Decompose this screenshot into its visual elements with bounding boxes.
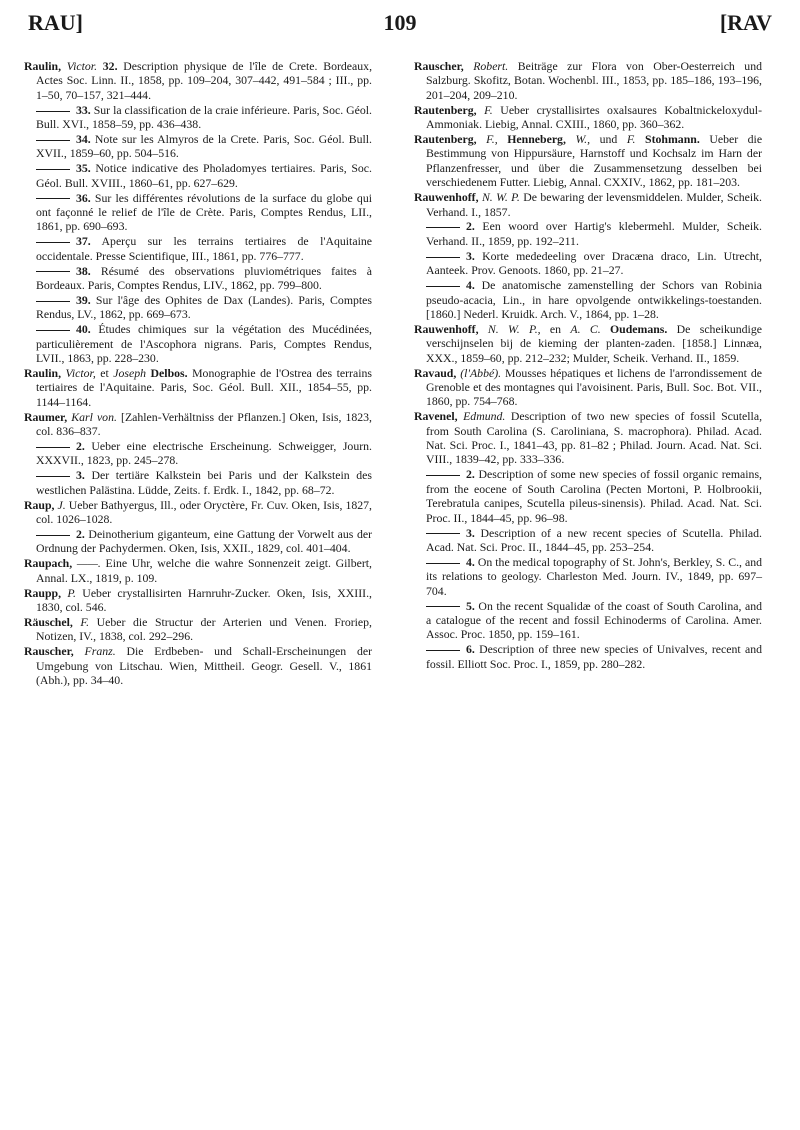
author-given-name: P.	[67, 585, 76, 600]
author-name: Ravenel,	[414, 409, 458, 424]
author-name: Rautenberg,	[414, 132, 477, 147]
bibliography-entry	[414, 322, 762, 365]
author-name: Rautenberg,	[414, 102, 477, 117]
entry-text: Notice indicative des Pholadomyes tertiaires. Paris, Soc. Géol. Bull. XVIII., 1860–61, pp. 627–629.	[36, 161, 372, 190]
bibliography-entry	[24, 59, 372, 102]
entry-number: 39.	[76, 293, 91, 307]
author-given-name: Franz.	[84, 644, 116, 659]
bibliography-subentry	[414, 555, 762, 598]
entry-text: De anatomische zamenstelling der Schors van Robinia pseudo-acacia, Lin., in hare opvolgende ontwikkelings-toestanden. [1860.] Nederl. Kruidk. Arch. V., 1864, pp. 1–28.	[426, 278, 762, 321]
entry-text: Sur l'âge des Ophites de Dax (Landes). Paris, Comptes Rendus, LV., 1862, pp. 669–673.	[36, 293, 372, 322]
author-given-name: F.	[80, 614, 90, 629]
author-given-name: ——.	[76, 556, 101, 571]
ditto-dash	[36, 242, 70, 243]
coauthor-given-name: W.,	[575, 132, 591, 147]
entry-text: Eine Uhr, welche die wahre Sonnenzeit zeigt. Gilbert, Annal. LX., 1819, p. 109.	[36, 556, 372, 585]
entry-number: 34.	[76, 132, 91, 147]
bibliography-subentry	[24, 468, 372, 497]
coauthor-name: Henneberg,	[507, 132, 566, 147]
bibliography-subentry	[24, 234, 372, 263]
author-given-name: J.	[57, 497, 66, 512]
author-given-name: F.	[484, 102, 493, 117]
author-name: Rauscher,	[24, 644, 74, 659]
coauthor-given-name: Joseph	[113, 366, 147, 381]
bibliography-subentry	[414, 467, 762, 525]
author-name: Raupp,	[24, 585, 62, 600]
entry-text: De bewaring der levensmiddelen. Mulder, Scheik. Verhand. I., 1857.	[426, 190, 762, 219]
entry-number: 4.	[466, 278, 475, 293]
bibliography-entry	[24, 410, 372, 439]
bibliography-subentry	[414, 249, 762, 278]
ditto-dash	[36, 301, 70, 302]
entry-text: Aperçu sur les terrains tertiaires de l'Aquitaine occidentale. Presse Scientifique, III., 1861, pp. 776–777.	[36, 234, 372, 263]
header-right-range: [RAV	[719, 10, 772, 35]
entry-number: 33.	[76, 102, 91, 117]
entry-text: Ueber crystallisirtes oxalsaures Kobaltnickeloxydul-Ammoniak. Liebig, Annal. CXIII., 1860, pp. 360–362.	[426, 102, 763, 132]
entry-text: Een woord over Hartig's klebermehl. Mulder, Scheik. Verhand. II., 1859, pp. 192–211.	[426, 219, 762, 248]
ditto-dash	[426, 257, 460, 258]
bibliography-entry	[24, 644, 372, 687]
entry-number: 32.	[102, 59, 118, 73]
bibliography-subentry	[24, 439, 372, 468]
entry-text: Ueber Bathyergus, Ill., oder Oryctère, Fr. Cuv. Oken, Isis, 1827, col. 1026–1028.	[36, 497, 372, 527]
coauthor-name: Oudemans.	[609, 321, 668, 336]
bibliography-entry	[414, 103, 762, 132]
bibliography-subentry	[414, 599, 762, 642]
bibliography-subentry	[24, 264, 372, 293]
entry-text: Die Erdbeben- und Schall-Erscheinungen der Umgebung von Litschau. Wien, Mittheil. Geogr. Gesell. V., 1861 (Abh.), pp. 34–40.	[36, 644, 373, 688]
entry-number: 2.	[466, 467, 475, 482]
entry-number: 3.	[466, 248, 475, 263]
entry-text: On the recent Squalidæ of the coast of South Carolina, and a catalogue of the recent and fossil Echinoderms of Carolina. Amer. Assoc. Proc. 1850, pp. 159–161.	[426, 598, 762, 642]
bibliography-entry	[414, 132, 762, 190]
coauthor-given-name: A. C.	[570, 321, 601, 336]
author-given-name: Robert.	[473, 59, 509, 73]
ditto-dash	[36, 476, 70, 477]
bibliography-subentry	[24, 103, 372, 132]
bibliography-entry	[24, 615, 372, 644]
author-name: Rauwenhoff,	[414, 321, 479, 336]
entry-text: De scheikundige verschijnselen bij de kieming der planten-zaden. [1858.] Linnæa, XXX., 1859–60, pp. 212–232; Mulder, Scheik. Verhand. II., 1859.	[426, 321, 762, 365]
entry-text: Description of some new species of fossil organic remains, from the eocene of South Carolina (Pecten Mortoni, P. Holbrookii, Terebratula canipes, Scutella pileus-sinensis). Philad. Acad. Nat. Sci. Proc. II., 1844–45, pp. 96–98.	[426, 467, 762, 525]
entry-number: 37.	[76, 234, 91, 249]
ditto-dash	[426, 286, 460, 287]
entry-text: Description of a new recent species of Scutella. Philad. Acad. Nat. Sci. Proc. II., 1844–45, pp. 253–254.	[426, 525, 762, 554]
entry-text: Note sur les Almyros de la Crete. Paris, Soc. Géol. Bull. XVII., 1859–60, pp. 504–516.	[36, 132, 372, 161]
author-name: Raulin,	[24, 366, 62, 381]
author-name: Raumer,	[24, 409, 68, 424]
left-column	[24, 59, 372, 688]
author-name: Rauscher,	[414, 59, 464, 73]
ditto-dash	[426, 606, 460, 607]
entry-text: Études chimiques sur la végétation des Mucédinées, particulièrement de l'Ascophora nigrans. Paris, Comptes Rendus, LVII., 1863, pp. 228–230.	[36, 322, 372, 366]
author-name: Räuschel,	[24, 614, 73, 629]
entry-text: Monographie de l'Ostrea des terrains tertiaires de l'Aquitaine. Paris, Soc. Géol. Bull. XII., 1854–55, pp. 1144–1164.	[36, 366, 372, 409]
entry-text: Beiträge zur Flora von Ober-Oesterreich und Salzburg. Skofitz, Botan. Wochenbl. III., 1853, pp. 185–186, 193–196, 201–204, 209–210.	[426, 59, 762, 102]
bibliography-entry	[24, 586, 372, 615]
coauthor2-given-name: F.	[626, 132, 636, 147]
bibliography-subentry	[414, 278, 762, 321]
entry-text: Description physique de l'île de Crete. Bordeaux, Actes Soc. Linn. II., 1858, pp. 109–204, 307–442, 491–584 ; III., pp. 1–50, 70–157, 321–444.	[36, 59, 373, 102]
author-name: Rauwenhoff,	[414, 190, 479, 205]
coauthor2-name: Stohmann.	[645, 132, 700, 147]
ditto-dash	[426, 533, 460, 534]
bibliography-subentry	[24, 322, 372, 365]
ditto-dash	[426, 563, 460, 564]
entry-text: Ueber die Structur der Arterien und Venen. Froriep, Notizen, IV., 1838, col. 292–296.	[36, 614, 373, 644]
entry-number: 2.	[76, 527, 85, 541]
entry-text: Ueber eine electrische Erscheinung. Schweigger, Journ. XXXVII., 1823, pp. 245–278.	[36, 439, 372, 468]
author-given-name: F.,	[486, 132, 498, 147]
ditto-dash	[36, 535, 70, 536]
entry-number: 38.	[76, 263, 91, 278]
bibliography-subentry	[24, 293, 372, 322]
bibliography-subentry	[414, 219, 762, 248]
author-name: Raupach,	[24, 556, 73, 571]
author-given-name: Victor,	[65, 366, 96, 381]
entry-text: Deinotherium giganteum, eine Gattung der Vorwelt aus der Ordnung der Pachydermen. Oken, Isis, XXII., 1829, col. 401–404.	[36, 527, 373, 556]
author-given-name: Victor.	[66, 59, 98, 73]
bibliography-subentry	[414, 526, 762, 555]
entry-number: 35.	[76, 161, 91, 176]
entry-number: 6.	[466, 642, 475, 657]
ditto-dash	[36, 198, 70, 199]
entry-text: Description of two new species of fossil Scutella, from South Carolina (S. Caroliniana, S. macrophora). Philad. Acad. Nat. Sci. Proc. I., 1841–43, pp. 81–82 ; Philad. Journ. Acad. Nat. Sci. VIII., 1839–42, pp. 333–336.	[426, 409, 763, 467]
ditto-dash	[426, 650, 460, 651]
entry-text: Sur la classification de la craie inférieure. Paris, Soc. Géol. Bull. XVI., 1858–59, pp. 436–438.	[36, 102, 372, 132]
entry-number: 4.	[466, 554, 475, 569]
conjunction: und	[599, 132, 618, 147]
entry-text: Mousses hépatiques et lichens de l'arrondissement de Grenoble et des montagnes qui l'avoisinent. Paris, Bull. Soc. Bot. VII., 1860, pp. 754–768.	[426, 365, 763, 409]
author-name: Raulin,	[24, 59, 62, 73]
entry-text: Der tertiäre Kalkstein bei Paris und der Kalkstein des westlichen Palästina. Lüdde, Zeits. f. Erdk. I., 1842, pp. 68–72.	[36, 468, 372, 497]
author-name: Ravaud,	[414, 365, 457, 380]
author-given-name: Edmund.	[463, 409, 506, 424]
ditto-dash	[426, 227, 460, 228]
ditto-dash	[36, 169, 70, 170]
bibliography-entry	[24, 498, 372, 527]
ditto-dash	[36, 140, 70, 141]
bibliography-subentry	[24, 161, 372, 190]
ditto-dash	[36, 271, 70, 272]
header-left-range: RAU]	[28, 10, 83, 35]
entry-number: 3.	[76, 468, 85, 483]
bibliography-subentry	[414, 642, 762, 671]
entry-text: Sur les différentes révolutions de la surface du globe qui ont façonné le relief de l'île de Crète. Paris, Comptes Rendus, LII., 1861, pp. 690–693.	[36, 190, 372, 234]
coauthor-name: Delbos.	[150, 366, 188, 381]
entry-number: 5.	[466, 598, 475, 613]
bibliography-entry	[24, 556, 372, 585]
entry-text: Description of three new species of Univalves, recent and fossil. Elliott Soc. Proc. I., 1859, pp. 280–282.	[426, 642, 762, 671]
conjunction: et	[100, 366, 109, 381]
bibliography-entry	[24, 366, 372, 409]
page-header	[24, 10, 776, 40]
entry-text: Résumé des observations pluviométriques faites à Bordeaux. Paris, Comptes Rendus, LIV., 1862, pp. 799–800.	[36, 263, 372, 293]
right-column	[414, 59, 762, 672]
bibliography-entry	[414, 59, 762, 102]
ditto-dash	[36, 330, 70, 331]
ditto-dash	[426, 475, 460, 476]
bibliography-subentry	[24, 132, 372, 161]
ditto-dash	[36, 111, 70, 112]
entry-text: On the medical topography of St. John's, Berkley, S. C., and its relations to geology. Charleston Med. Journ. IV., 1849, pp. 697–704.	[426, 554, 763, 598]
bibliography-entry	[414, 409, 762, 467]
entry-text: Ueber crystallisirten Harnruhr-Zucker. Oken, Isis, XXIII., 1830, col. 546.	[36, 585, 372, 615]
author-given-name: Karl von.	[71, 409, 117, 424]
bibliography-subentry	[24, 527, 372, 556]
bibliography-subentry	[24, 191, 372, 234]
author-given-name: N. W. P.,	[487, 321, 541, 336]
entry-text: Ueber die Bestimmung von Hippursäure, Harnstoff und Kochsalz im Harn der Pflanzenfresser, und über die Zusammensetzung desselben bei verschiedenem Futter. Liebig, Annal. CXXIV., 1862, pp. 181–203.	[426, 132, 763, 190]
entry-number: 2.	[76, 439, 85, 454]
ditto-dash	[36, 447, 70, 448]
page-number: 109	[383, 10, 417, 35]
bibliography-entry	[414, 366, 762, 409]
entry-text: [Zahlen-Verhältniss der Pflanzen.] Oken, Isis, 1823, col. 836–837.	[36, 409, 373, 439]
author-given-name: N. W. P.	[481, 190, 520, 205]
author-name: Raup,	[24, 497, 55, 512]
conjunction: en	[549, 321, 562, 336]
entry-number: 3.	[466, 525, 475, 540]
entry-number: 40.	[76, 322, 91, 337]
author-given-name: (l'Abbé).	[460, 365, 502, 380]
entry-number: 2.	[466, 219, 475, 234]
entry-text: Korte mededeeling over Dracæna draco, Lin. Utrecht, Aanteek. Prov. Genoots. 1860, pp. 21–27.	[426, 248, 763, 278]
bibliography-entry	[414, 190, 762, 219]
entry-number: 36.	[76, 190, 91, 205]
